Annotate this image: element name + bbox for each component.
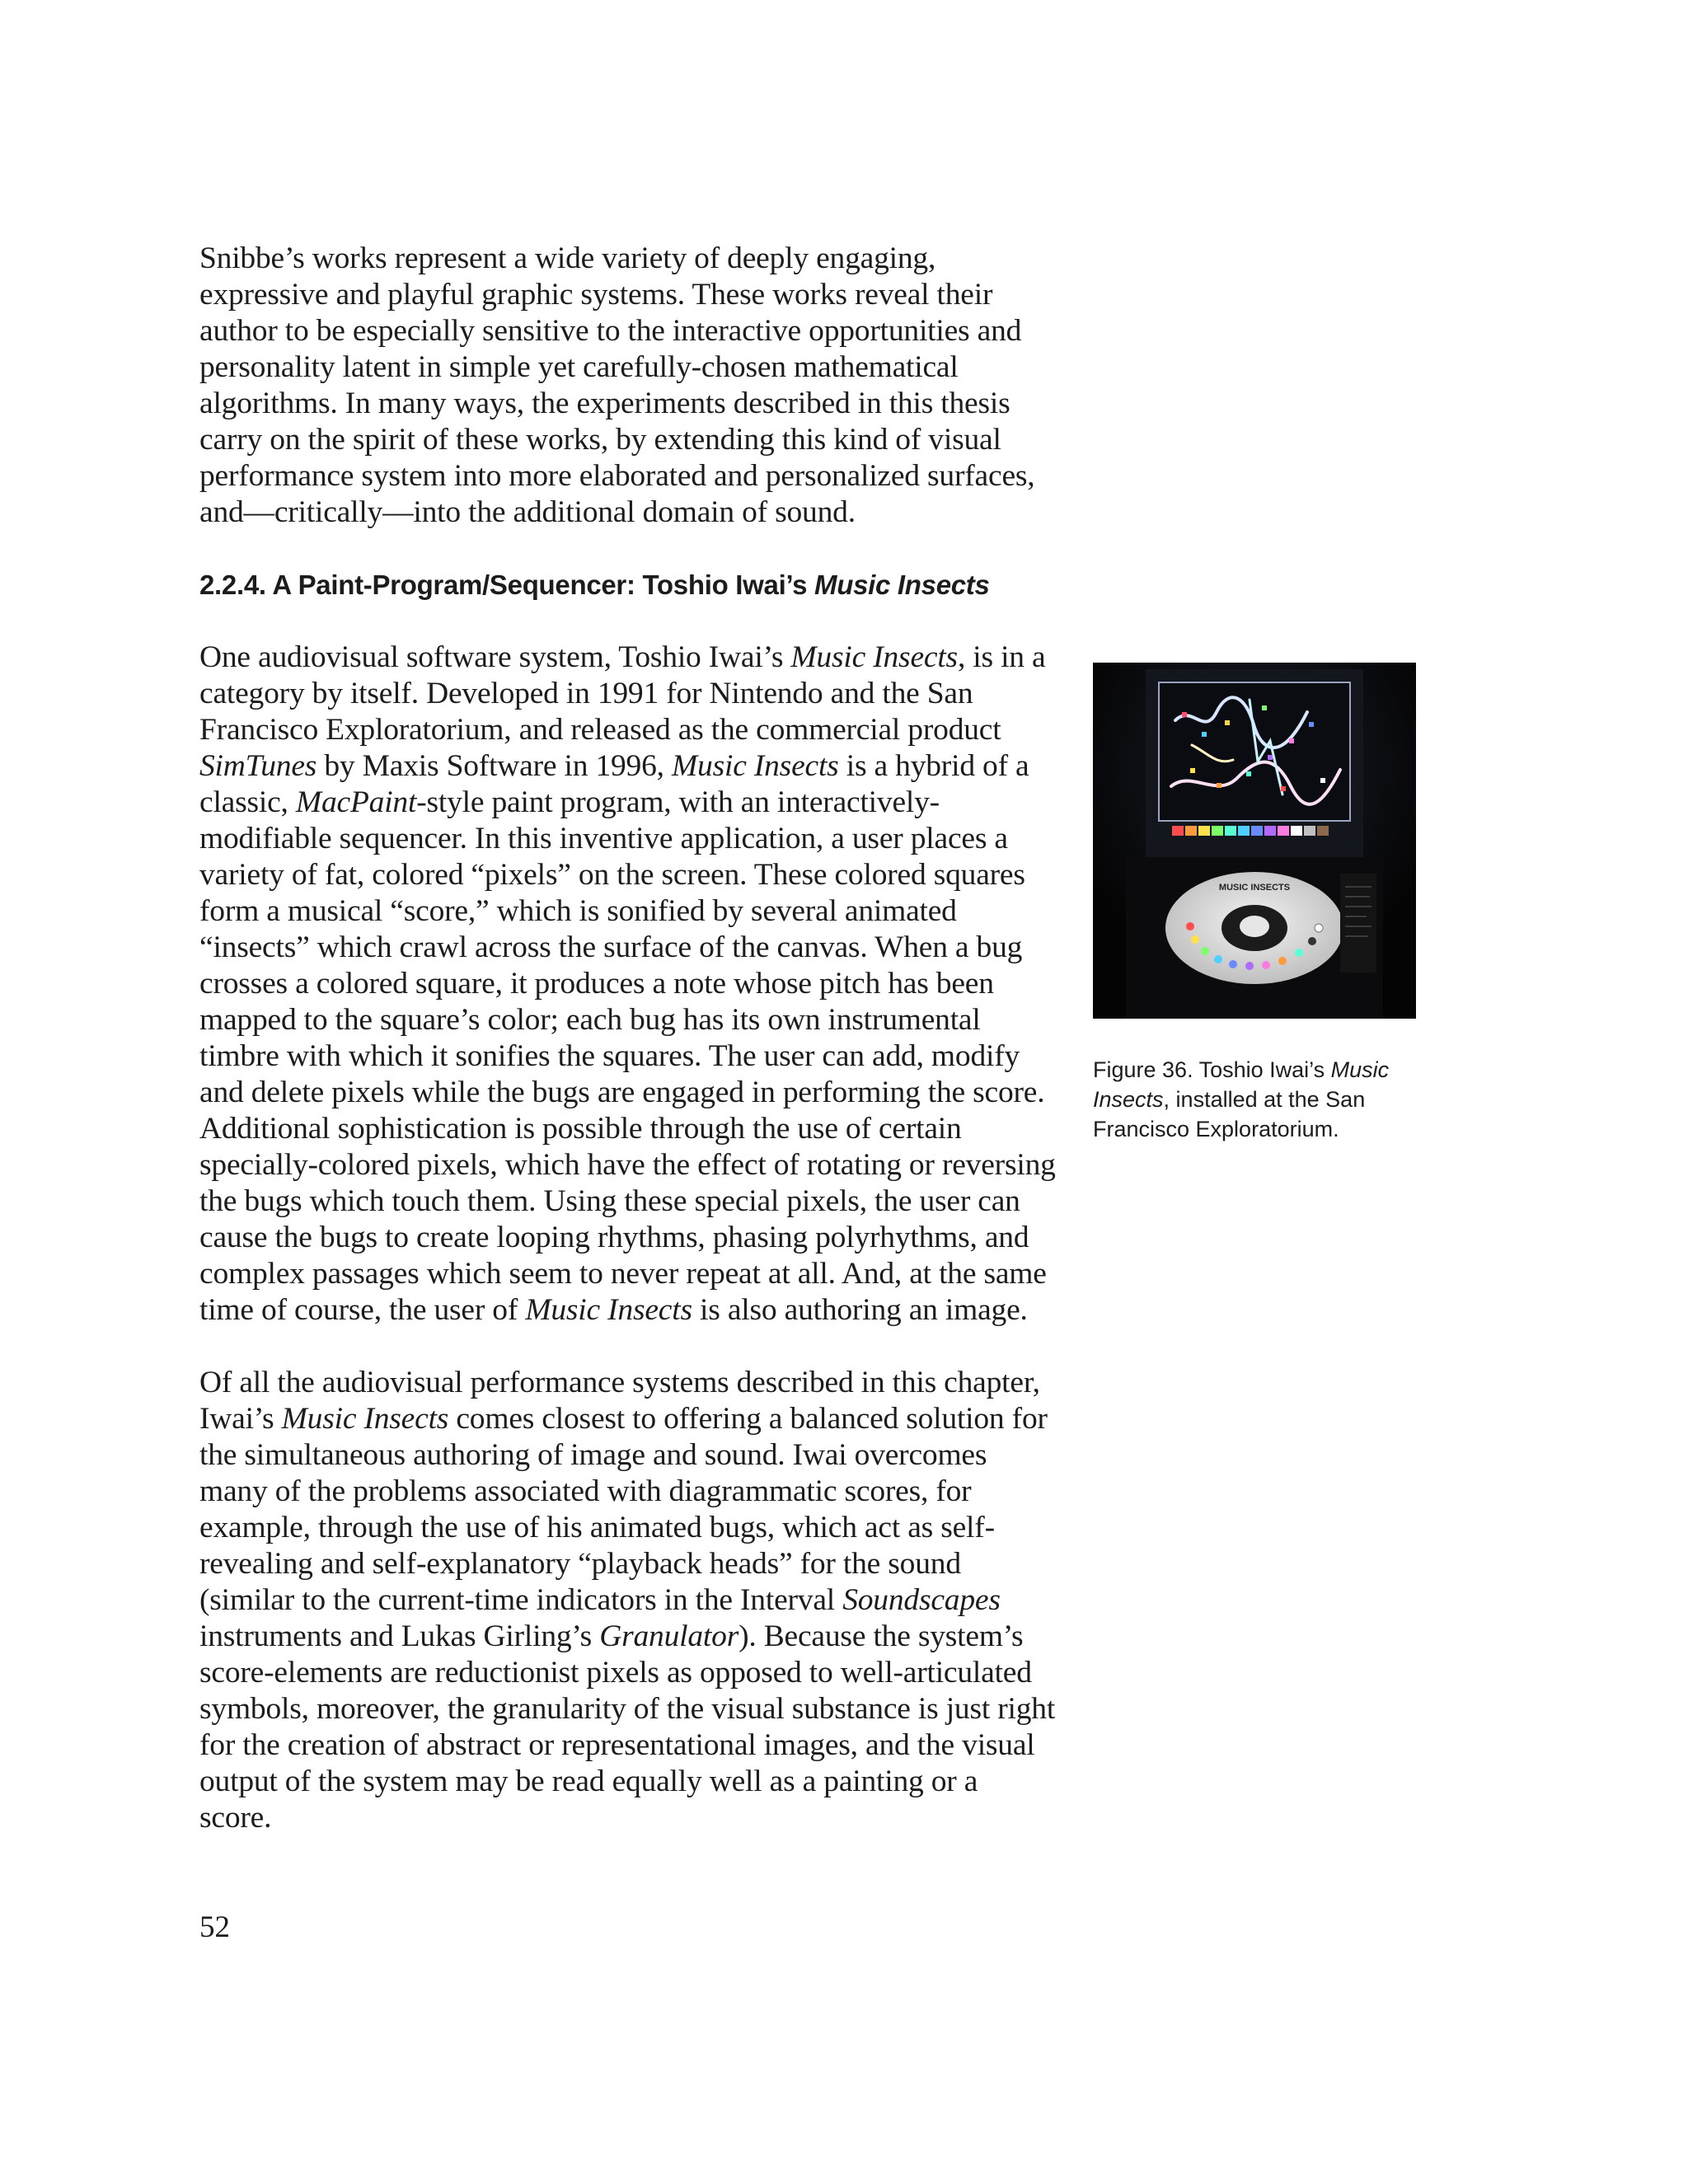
section-heading	[199, 567, 1057, 603]
kiosk-label: MUSIC INSECTS	[1218, 883, 1291, 893]
text-run: is also authoring an image.	[692, 1293, 1028, 1327]
italic-title: Music Insects	[525, 1293, 692, 1327]
trackball	[1240, 916, 1269, 937]
italic-title: Music Insects	[281, 1402, 449, 1436]
figure-caption	[1093, 1055, 1423, 1144]
text-run: ). Because the system’s score-elements are reductionist pixels as opposed to well-articulated symbols, moreover, the granularity of the visual substance is just right for the creation of abstract or representational images, and the visual output of the system may be read equally well as a painting or a score.	[199, 1619, 1056, 1835]
kiosk-photo-illustration	[1093, 663, 1416, 1019]
text-run: Of all the audiovisual performance systems described in this chapter, Iwai’s	[199, 1366, 1040, 1436]
section-heading-text: 2.2.4. A Paint-Program/Sequencer: Toshio Iwai’s	[199, 569, 815, 600]
text-run: is a hybrid of a classic,	[199, 749, 1029, 819]
caption-italic-title: Music Insects	[1093, 1057, 1390, 1112]
body-paragraph	[199, 640, 1057, 1329]
page-number: 52	[199, 1910, 230, 1944]
italic-title: Soundscapes	[842, 1583, 1001, 1617]
italic-title: Granulator	[599, 1619, 739, 1653]
main-text-column	[199, 241, 1057, 1872]
italic-title: MacPaint	[295, 785, 417, 819]
text-run: One audiovisual software system, Toshio Iwai’s	[199, 640, 791, 674]
italic-title: Music Insects	[672, 749, 839, 783]
kiosk-side-panel	[1340, 874, 1376, 972]
italic-title: Music Insects	[790, 640, 958, 674]
text-run: comes closest to offering a balanced solution for the simultaneous authoring of image and sound. Iwai overcomes many of the problems associated with diagrammatic scores, for example, through the use of his animated bugs, which act as self-revealing and self-explanatory “playback heads” for the sound (similar to the current-time indicators in the Interval	[199, 1402, 1048, 1617]
caption-text: Figure 36. Toshio Iwai’s	[1093, 1057, 1331, 1082]
body-paragraph: Snibbe’s works represent a wide variety of deeply engaging, expressive and playful graphic systems. These works reveal their author to be especially sensitive to the interactive opportunities and personality latent in simple yet carefully-chosen mathematical algorithms. In many ways, the experiments described in this thesis carry on the spirit of these works, by extending this kind of visual performance system into more elaborated and personalized surfaces, and—critically—into the additional domain of sound.	[199, 241, 1035, 529]
body-paragraph	[199, 1365, 1057, 1836]
text-run: , is in a category by itself. Developed in 1991 for Nintendo and the San Francisco Exploratorium, and released as the commercial product	[199, 640, 1046, 747]
text-run: -style paint program, with an interactively-modifiable sequencer. In this inventive application, a user places a variety of fat, colored “pixels” on the screen. These colored squares form a musical “score,” which is sonified by several animated “insects” which crawl across the surface of the canvas. When a bug crosses a colored square, it produces a note whose pitch has been mapped to the square’s color; each bug has its own instrumental timbre with which it sonifies the squares. The user can add, modify and delete pixels while the bugs are engaged in performing the score. Additional sophistication is possible through the use of certain specially-colored pixels, which have the effect of rotating or reversing the bugs which touch them. Using these special pixels, the user can cause the bugs to create looping rhythms, phasing polyrhythms, and complex passages which seem to never repeat at all. And, at the same time of course, the user of	[199, 785, 1056, 1327]
italic-title: SimTunes	[199, 749, 317, 783]
caption-text: , installed at the San Francisco Exploratorium.	[1093, 1087, 1366, 1141]
figure-photo-music-insects	[1093, 663, 1416, 1019]
text-run: by Maxis Software in 1996,	[316, 749, 673, 783]
section-heading-title: Music Insects	[814, 569, 990, 600]
text-run: instruments and Lukas Girling’s	[199, 1619, 600, 1653]
